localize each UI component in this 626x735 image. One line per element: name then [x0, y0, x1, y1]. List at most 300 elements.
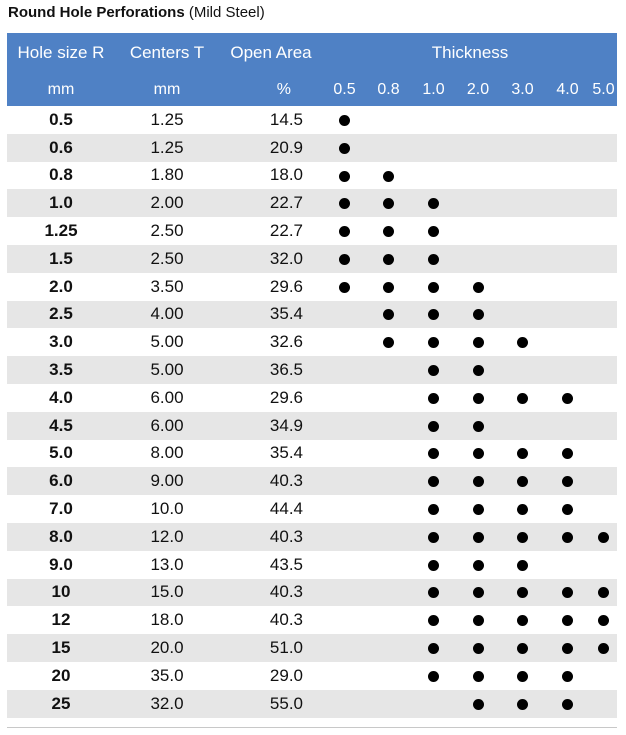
thickness-cell	[590, 356, 617, 384]
header-hole-unit: mm	[47, 80, 75, 98]
open-area-cell: 29.6	[269, 387, 303, 407]
thickness-cell	[545, 690, 590, 718]
table-row	[7, 412, 617, 440]
thickness-cell	[366, 301, 411, 329]
thickness-cell	[545, 134, 590, 162]
page-title	[8, 4, 265, 21]
availability-dot-icon	[473, 337, 484, 348]
availability-dot-icon	[428, 615, 439, 626]
thickness-cell	[366, 384, 411, 412]
table-row	[7, 189, 617, 217]
thickness-cell	[500, 217, 545, 245]
availability-dot-icon	[339, 226, 350, 237]
thickness-cell	[456, 690, 500, 718]
thickness-cell	[545, 328, 590, 356]
availability-dot-icon	[339, 171, 350, 182]
thickness-cell	[545, 217, 590, 245]
availability-dot-icon	[562, 476, 573, 487]
thickness-cell	[590, 217, 617, 245]
header-thickness: Thickness	[431, 43, 509, 62]
centers-cell: 15.0	[150, 582, 184, 602]
thickness-cell	[323, 384, 366, 412]
thickness-cell	[323, 634, 366, 662]
thickness-cell	[456, 245, 500, 273]
thickness-cell	[590, 328, 617, 356]
perforation-table	[7, 33, 617, 718]
availability-dot-icon	[339, 198, 350, 209]
thickness-cell	[545, 301, 590, 329]
open-area-cell: 35.4	[269, 443, 303, 463]
thickness-cell	[456, 662, 500, 690]
thickness-cell	[590, 162, 617, 190]
availability-dot-icon	[473, 699, 484, 710]
availability-dot-icon	[428, 560, 439, 571]
centers-cell: 1.80	[150, 165, 184, 185]
thickness-cell	[545, 634, 590, 662]
thickness-cell	[590, 106, 617, 134]
thickness-cell	[590, 634, 617, 662]
table-row	[7, 495, 617, 523]
availability-dot-icon	[473, 643, 484, 654]
thickness-cell	[366, 189, 411, 217]
thickness-cell	[366, 273, 411, 301]
thickness-cell	[590, 662, 617, 690]
table-row	[7, 606, 617, 634]
thickness-cell	[456, 162, 500, 190]
open-area-cell: 40.3	[269, 526, 303, 546]
open-area-cell: 55.0	[269, 693, 303, 713]
thickness-cell	[411, 106, 456, 134]
centers-cell: 5.00	[150, 360, 184, 380]
table-row	[7, 467, 617, 495]
thickness-cell	[456, 273, 500, 301]
thickness-cell	[323, 273, 366, 301]
thickness-cell	[456, 106, 500, 134]
hole-size-cell: 4.5	[49, 415, 73, 435]
thickness-cell	[500, 634, 545, 662]
hole-size-cell: 2.0	[49, 276, 73, 296]
thickness-cell	[545, 551, 590, 579]
centers-cell: 18.0	[150, 610, 184, 630]
open-area-cell: 36.5	[269, 360, 303, 380]
availability-dot-icon	[598, 643, 609, 654]
thickness-cell	[500, 467, 545, 495]
thickness-cell	[456, 634, 500, 662]
header-row-units	[7, 73, 617, 106]
availability-dot-icon	[428, 532, 439, 543]
centers-cell: 4.00	[150, 304, 184, 324]
thickness-cell	[590, 467, 617, 495]
availability-dot-icon	[562, 587, 573, 598]
thickness-cell	[323, 328, 366, 356]
thickness-cell	[590, 606, 617, 634]
availability-dot-icon	[562, 448, 573, 459]
table-header	[7, 33, 617, 106]
thickness-cell	[500, 106, 545, 134]
table-row	[7, 384, 617, 412]
thickness-cell	[411, 662, 456, 690]
availability-dot-icon	[428, 337, 439, 348]
availability-dot-icon	[428, 226, 439, 237]
availability-dot-icon	[428, 587, 439, 598]
availability-dot-icon	[598, 532, 609, 543]
title-subtitle: (Mild Steel)	[188, 4, 265, 21]
hole-size-cell: 20	[51, 665, 71, 685]
hole-size-cell: 9.0	[49, 554, 73, 574]
availability-dot-icon	[339, 282, 350, 293]
thickness-cell	[411, 189, 456, 217]
thickness-cell	[590, 273, 617, 301]
thickness-cell	[366, 551, 411, 579]
thickness-cell	[456, 301, 500, 329]
header-thickness-value: 3.0	[511, 80, 534, 98]
thickness-cell	[590, 301, 617, 329]
availability-dot-icon	[428, 643, 439, 654]
centers-cell: 6.00	[150, 387, 184, 407]
hole-size-cell: 1.0	[49, 193, 73, 213]
availability-dot-icon	[562, 393, 573, 404]
table-row	[7, 634, 617, 662]
availability-dot-icon	[517, 587, 528, 598]
availability-dot-icon	[473, 309, 484, 320]
thickness-cell	[323, 189, 366, 217]
header-open-area-unit: %	[276, 80, 291, 98]
centers-cell: 3.50	[150, 276, 184, 296]
table-row	[7, 162, 617, 190]
table-row	[7, 551, 617, 579]
availability-dot-icon	[562, 671, 573, 682]
availability-dot-icon	[428, 504, 439, 515]
open-area-cell: 32.6	[269, 332, 303, 352]
availability-dot-icon	[428, 671, 439, 682]
table-row	[7, 328, 617, 356]
open-area-cell: 43.5	[269, 554, 303, 574]
thickness-cell	[366, 162, 411, 190]
availability-dot-icon	[473, 421, 484, 432]
thickness-cell	[500, 606, 545, 634]
open-area-cell: 29.6	[269, 276, 303, 296]
availability-dot-icon	[428, 365, 439, 376]
header-open-area: Open Area	[230, 43, 312, 62]
availability-dot-icon	[383, 309, 394, 320]
thickness-cell	[366, 412, 411, 440]
thickness-cell	[323, 606, 366, 634]
thickness-cell	[545, 523, 590, 551]
thickness-cell	[323, 412, 366, 440]
hole-size-cell: 7.0	[49, 499, 73, 519]
open-area-cell: 34.9	[269, 415, 303, 435]
table-row	[7, 440, 617, 468]
open-area-cell: 40.3	[269, 471, 303, 491]
thickness-cell	[500, 301, 545, 329]
thickness-cell	[411, 690, 456, 718]
thickness-cell	[411, 412, 456, 440]
thickness-cell	[323, 467, 366, 495]
thickness-cell	[500, 440, 545, 468]
thickness-cell	[456, 217, 500, 245]
availability-dot-icon	[428, 393, 439, 404]
hole-size-cell: 25	[51, 693, 71, 713]
thickness-cell	[366, 106, 411, 134]
thickness-cell	[545, 579, 590, 607]
hole-size-cell: 5.0	[49, 443, 73, 463]
availability-dot-icon	[473, 671, 484, 682]
table-row	[7, 106, 617, 134]
thickness-cell	[545, 495, 590, 523]
thickness-cell	[366, 606, 411, 634]
thickness-cell	[411, 551, 456, 579]
thickness-cell	[411, 356, 456, 384]
availability-dot-icon	[383, 282, 394, 293]
availability-dot-icon	[517, 504, 528, 515]
thickness-cell	[500, 412, 545, 440]
availability-dot-icon	[473, 476, 484, 487]
availability-dot-icon	[473, 448, 484, 459]
thickness-cell	[366, 134, 411, 162]
thickness-cell	[323, 301, 366, 329]
availability-dot-icon	[428, 198, 439, 209]
thickness-cell	[590, 412, 617, 440]
availability-dot-icon	[517, 476, 528, 487]
availability-dot-icon	[473, 615, 484, 626]
header-thickness-value: 2.0	[466, 80, 490, 98]
availability-dot-icon	[428, 421, 439, 432]
thickness-cell	[411, 579, 456, 607]
availability-dot-icon	[517, 699, 528, 710]
table-row	[7, 356, 617, 384]
thickness-cell	[456, 189, 500, 217]
thickness-cell	[323, 162, 366, 190]
thickness-cell	[456, 467, 500, 495]
centers-cell: 8.00	[150, 443, 184, 463]
availability-dot-icon	[473, 393, 484, 404]
thickness-cell	[411, 162, 456, 190]
thickness-cell	[323, 217, 366, 245]
thickness-cell	[500, 134, 545, 162]
thickness-cell	[500, 495, 545, 523]
thickness-cell	[323, 579, 366, 607]
availability-dot-icon	[562, 615, 573, 626]
thickness-cell	[545, 162, 590, 190]
centers-cell: 20.0	[150, 638, 184, 658]
open-area-cell: 22.7	[269, 193, 303, 213]
thickness-cell	[456, 440, 500, 468]
thickness-cell	[411, 134, 456, 162]
thickness-cell	[323, 523, 366, 551]
centers-cell: 9.00	[150, 471, 184, 491]
header-thickness-value: 1.0	[422, 80, 445, 98]
table-body	[7, 106, 617, 718]
availability-dot-icon	[562, 532, 573, 543]
thickness-cell	[366, 523, 411, 551]
thickness-cell	[545, 106, 590, 134]
availability-dot-icon	[562, 699, 573, 710]
thickness-cell	[411, 467, 456, 495]
thickness-cell	[545, 245, 590, 273]
thickness-cell	[456, 606, 500, 634]
availability-dot-icon	[517, 615, 528, 626]
centers-cell: 12.0	[150, 526, 184, 546]
thickness-cell	[545, 356, 590, 384]
thickness-cell	[500, 662, 545, 690]
thickness-cell	[411, 245, 456, 273]
thickness-cell	[500, 356, 545, 384]
thickness-cell	[366, 579, 411, 607]
hole-size-cell: 8.0	[49, 526, 73, 546]
thickness-cell	[500, 189, 545, 217]
availability-dot-icon	[473, 560, 484, 571]
thickness-cell	[323, 495, 366, 523]
table-bottom-rule	[7, 727, 617, 728]
thickness-cell	[456, 523, 500, 551]
open-area-cell: 29.0	[269, 665, 303, 685]
thickness-cell	[323, 245, 366, 273]
hole-size-cell: 0.6	[49, 137, 73, 157]
availability-dot-icon	[473, 282, 484, 293]
table-row	[7, 523, 617, 551]
hole-size-cell: 10	[51, 582, 71, 602]
thickness-cell	[545, 384, 590, 412]
thickness-cell	[323, 551, 366, 579]
open-area-cell: 32.0	[269, 248, 303, 268]
availability-dot-icon	[517, 448, 528, 459]
availability-dot-icon	[383, 226, 394, 237]
thickness-cell	[366, 690, 411, 718]
thickness-cell	[366, 356, 411, 384]
availability-dot-icon	[517, 532, 528, 543]
open-area-cell: 18.0	[269, 165, 303, 185]
availability-dot-icon	[473, 365, 484, 376]
thickness-cell	[590, 384, 617, 412]
thickness-cell	[323, 690, 366, 718]
table-row	[7, 690, 617, 718]
availability-dot-icon	[473, 532, 484, 543]
header-thickness-value: 0.8	[377, 80, 400, 98]
availability-dot-icon	[383, 337, 394, 348]
thickness-cell	[500, 162, 545, 190]
thickness-cell	[545, 440, 590, 468]
open-area-cell: 40.3	[269, 582, 303, 602]
thickness-cell	[411, 440, 456, 468]
thickness-cell	[590, 523, 617, 551]
hole-size-cell: 3.0	[49, 332, 73, 352]
availability-dot-icon	[517, 393, 528, 404]
thickness-cell	[323, 662, 366, 690]
thickness-cell	[411, 606, 456, 634]
thickness-cell	[590, 551, 617, 579]
centers-cell: 2.50	[150, 221, 184, 241]
centers-cell: 1.25	[150, 137, 184, 157]
thickness-cell	[456, 328, 500, 356]
availability-dot-icon	[517, 337, 528, 348]
thickness-cell	[500, 273, 545, 301]
hole-size-cell: 3.5	[49, 360, 73, 380]
thickness-cell	[545, 412, 590, 440]
thickness-cell	[545, 606, 590, 634]
centers-cell: 2.50	[150, 248, 184, 268]
header-row-labels	[7, 33, 617, 73]
hole-size-cell: 15	[51, 638, 71, 658]
availability-dot-icon	[339, 143, 350, 154]
availability-dot-icon	[562, 504, 573, 515]
header-thickness-value: 4.0	[556, 80, 579, 98]
open-area-cell: 14.5	[269, 109, 303, 129]
thickness-cell	[590, 134, 617, 162]
hole-size-cell: 4.0	[49, 387, 73, 407]
thickness-cell	[366, 245, 411, 273]
open-area-cell: 35.4	[269, 304, 303, 324]
thickness-cell	[590, 245, 617, 273]
thickness-cell	[590, 495, 617, 523]
header-centers-unit: mm	[153, 80, 181, 98]
availability-dot-icon	[383, 171, 394, 182]
table-row	[7, 245, 617, 273]
header-hole-size: Hole size R	[17, 43, 105, 62]
open-area-cell: 40.3	[269, 610, 303, 630]
thickness-cell	[323, 106, 366, 134]
table-row	[7, 579, 617, 607]
thickness-cell	[500, 245, 545, 273]
thickness-cell	[456, 495, 500, 523]
centers-cell: 1.25	[150, 109, 184, 129]
centers-cell: 2.00	[150, 193, 184, 213]
header-centers: Centers T	[129, 43, 205, 62]
thickness-cell	[366, 495, 411, 523]
hole-size-cell: 1.5	[49, 248, 73, 268]
thickness-cell	[411, 273, 456, 301]
hole-size-cell: 12	[51, 610, 71, 630]
thickness-cell	[456, 579, 500, 607]
availability-dot-icon	[473, 504, 484, 515]
availability-dot-icon	[598, 587, 609, 598]
hole-size-cell: 6.0	[49, 471, 73, 491]
hole-size-cell: 2.5	[49, 304, 73, 324]
availability-dot-icon	[517, 560, 528, 571]
thickness-cell	[366, 662, 411, 690]
hole-size-cell: 0.5	[49, 109, 73, 129]
table-row	[7, 662, 617, 690]
availability-dot-icon	[428, 476, 439, 487]
thickness-cell	[456, 384, 500, 412]
availability-dot-icon	[428, 254, 439, 265]
thickness-cell	[366, 440, 411, 468]
thickness-cell	[411, 301, 456, 329]
thickness-cell	[411, 495, 456, 523]
thickness-cell	[545, 273, 590, 301]
table-row	[7, 134, 617, 162]
thickness-cell	[456, 412, 500, 440]
thickness-cell	[500, 690, 545, 718]
thickness-cell	[366, 634, 411, 662]
thickness-cell	[323, 356, 366, 384]
title-bold: Round Hole Perforations	[8, 4, 185, 21]
table-row	[7, 301, 617, 329]
availability-dot-icon	[517, 643, 528, 654]
thickness-cell	[500, 551, 545, 579]
thickness-cell	[366, 467, 411, 495]
header-thickness-value: 5.0	[592, 80, 615, 98]
open-area-cell: 22.7	[269, 221, 303, 241]
availability-dot-icon	[339, 254, 350, 265]
centers-cell: 6.00	[150, 415, 184, 435]
thickness-cell	[545, 189, 590, 217]
thickness-cell	[411, 634, 456, 662]
open-area-cell: 44.4	[269, 499, 303, 519]
availability-dot-icon	[383, 254, 394, 265]
availability-dot-icon	[428, 309, 439, 320]
thickness-cell	[545, 467, 590, 495]
availability-dot-icon	[383, 198, 394, 209]
